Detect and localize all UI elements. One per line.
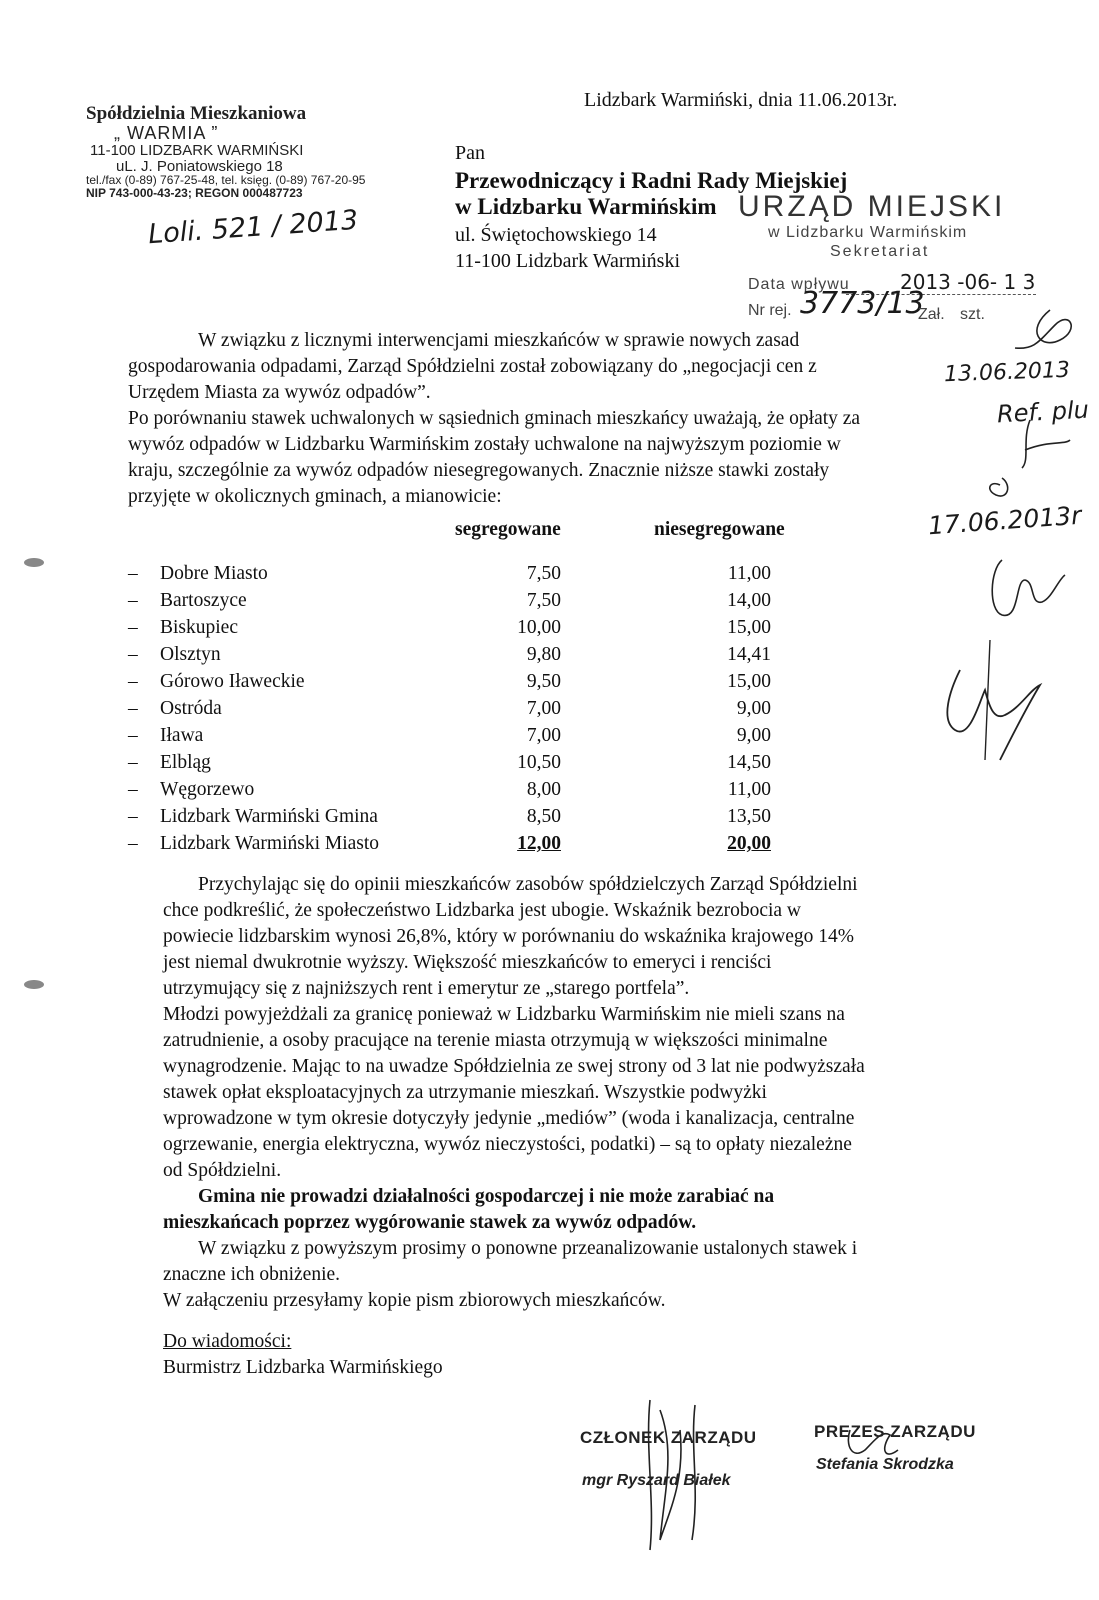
body-line: od Spółdzielni. <box>163 1160 282 1181</box>
stamp-title: URZĄD MIEJSKI <box>738 190 1006 223</box>
row-segregated: 9,80 <box>526 644 561 665</box>
table-header-unsegregated: niesegregowane <box>654 519 785 540</box>
body-line: wprowadzone w tym okresie dotyczyły jedynie „mediów” (woda i kanalizacja, centralne <box>163 1108 855 1129</box>
sender-org: Spółdzielnia Mieszkaniowa <box>86 103 307 124</box>
closing-line: W związku z powyższym prosimy o ponowne przeanalizowanie ustalonych stawek i <box>198 1238 858 1259</box>
table-row <box>0 806 1099 833</box>
row-dash: – <box>128 617 138 638</box>
body-line: ogrzewanie, energia elektryczna, wywóz nieczystości, podatki) – są to opłaty niezależne <box>163 1134 852 1155</box>
row-segregated: 7,50 <box>526 590 561 611</box>
table-row <box>0 617 1099 644</box>
row-dash: – <box>128 752 138 773</box>
body-line: zatrudnienie, a osoby pracujące na terenie miasta otrzymują w większości minimalne <box>163 1030 828 1051</box>
scan-punch-mark <box>24 558 44 567</box>
row-unsegregated: 20,00 <box>727 833 771 854</box>
receipt-stamp <box>738 190 1005 224</box>
body-line: wynagrodzenie. Mając to na uwadze Spółdzielnia ze swej strony od 3 lat nie podwyższała <box>163 1056 865 1077</box>
body-line: jest niemal dwukrotnie wyższy. Większość mieszkańców to emeryci i renciści <box>163 952 772 973</box>
table-row <box>0 725 1099 752</box>
annotation-ref: Ref. plu <box>996 395 1090 429</box>
row-unsegregated: 11,00 <box>727 779 771 800</box>
table-row <box>0 563 1099 590</box>
intro-line: wywóz odpadów w Lidzbarku Warmińskim zostały uchwalone na najwyższym poziomie w <box>128 434 841 455</box>
recipient-salutation: Pan <box>455 142 485 164</box>
row-dash: – <box>128 671 138 692</box>
body-line: stawek opłat eksploatacyjnych za utrzymanie mieszkań. Wszystkie podwyżki <box>163 1082 767 1103</box>
sender-ref-handwritten: Loli. 521 / 2013 <box>147 204 360 251</box>
row-segregated: 9,50 <box>526 671 561 692</box>
row-unsegregated: 14,50 <box>727 752 771 773</box>
row-dash: – <box>128 590 138 611</box>
rates-table <box>0 563 1099 860</box>
row-segregated: 7,50 <box>526 563 561 584</box>
intro-block <box>128 328 860 510</box>
intro-line: W związku z licznymi interwencjami mieszkańców w sprawie nowych zasad <box>198 330 800 351</box>
row-unsegregated: 11,00 <box>727 563 771 584</box>
row-unsegregated: 13,50 <box>727 806 771 827</box>
recipient-line1: Przewodniczący i Radni Rady Miejskiej <box>455 168 848 193</box>
row-dash: – <box>128 779 138 800</box>
stamp-date-label: Data wpływu <box>748 276 850 293</box>
table-row <box>0 752 1099 779</box>
intro-line: gospodarowania odpadami, Zarząd Spółdzielni został zobowiązany do „negocjacji cen z <box>128 356 817 377</box>
row-dash: – <box>128 644 138 665</box>
table-row-highlight <box>0 833 1099 860</box>
sender-phones: tel./fax (0-89) 767-25-48, tel. księg. (0-89) 767-20-95 <box>86 173 366 188</box>
bold-line: mieszkańcach poprzez wygórowanie stawek za wywóz odpadów. <box>163 1212 697 1233</box>
row-municipality: Olsztyn <box>160 644 221 665</box>
row-municipality: Elbląg <box>160 752 211 773</box>
table-header-segregated: segregowane <box>455 519 561 540</box>
closing-line: znaczne ich obniżenie. <box>163 1264 341 1285</box>
body-line: chce podkreślić, że społeczeństwo Lidzbarka jest ubogie. Wskaźnik bezrobocia w <box>163 900 802 921</box>
sender-stamp <box>86 104 386 200</box>
row-segregated: 7,00 <box>526 725 561 746</box>
sender-org-name: „ WARMIA ” <box>114 122 219 143</box>
recipient-street: ul. Świętochowskiego 14 <box>455 224 657 246</box>
row-unsegregated: 9,00 <box>736 698 771 719</box>
table-row <box>0 644 1099 671</box>
row-unsegregated: 15,00 <box>727 617 771 638</box>
body-block <box>163 872 865 1314</box>
row-unsegregated: 14,00 <box>727 590 771 611</box>
row-municipality: Lidzbark Warmiński Gmina <box>160 806 378 827</box>
row-segregated: 10,50 <box>517 752 561 773</box>
row-segregated: 10,00 <box>517 617 561 638</box>
body-line: Przychylając się do opinii mieszkańców zasobów spółdzielczych Zarząd Spółdzielni <box>198 874 858 895</box>
row-dash: – <box>128 563 138 584</box>
signature-role: PREZES ZARZĄDU <box>814 1422 976 1441</box>
row-dash: – <box>128 833 138 854</box>
row-dash: – <box>128 725 138 746</box>
signature-role: CZŁONEK ZARZĄDU <box>580 1428 757 1447</box>
row-dash: – <box>128 698 138 719</box>
row-municipality: Iława <box>160 725 204 746</box>
annotation-date2: 17.06.2013r <box>927 500 1083 541</box>
row-municipality: Bartoszyce <box>160 590 247 611</box>
intro-line: Po porównaniu stawek uchwalonych w sąsiednich gminach mieszkańcy uważają, że opłaty za <box>128 408 861 429</box>
stamp-reg-value: 3773/13 <box>800 286 925 321</box>
row-unsegregated: 9,00 <box>736 725 771 746</box>
table-row <box>0 671 1099 698</box>
handwritten-signatures-drawing <box>620 1390 920 1560</box>
row-municipality: Górowo Iławeckie <box>160 671 305 692</box>
stamp-date-value: 2013 -06- 1 3 <box>900 270 1036 294</box>
recipient-line2: w Lidzbarku Warmińskim <box>455 194 717 219</box>
row-segregated: 8,00 <box>526 779 561 800</box>
row-segregated: 12,00 <box>517 833 561 854</box>
signature-name: Stefania Skrodzka <box>816 1456 954 1473</box>
body-line: Młodzi powyjeżdżali za granicę ponieważ w Lidzbarku Warmińskim nie mieli szans na <box>163 1004 845 1025</box>
row-municipality: Dobre Miasto <box>160 563 268 584</box>
table-row <box>0 779 1099 806</box>
row-segregated: 8,50 <box>526 806 561 827</box>
row-municipality: Lidzbark Warmiński Miasto <box>160 833 380 854</box>
body-line: utrzymujący się z najniższych rent i emerytur ze „starego portfela”. <box>163 978 690 999</box>
annotation-date1: 13.06.2013 <box>943 357 1071 388</box>
bold-line: Gmina nie prowadzi działalności gospodarczej i nie może zarabiać na <box>198 1186 775 1207</box>
row-unsegregated: 14,41 <box>727 644 771 665</box>
cc-label: Do wiadomości: <box>163 1331 292 1352</box>
sender-city: 11-100 LIDZBARK WARMIŃSKI <box>90 141 304 159</box>
cc-recipient: Burmistrz Lidzbarka Warmińskiego <box>163 1357 443 1378</box>
stamp-dept: Sekretariat <box>830 243 930 260</box>
scan-punch-mark <box>24 980 44 989</box>
sender-street: uL. J. Poniatowskiego 18 <box>116 157 283 175</box>
cc-block <box>163 1329 443 1381</box>
body-line: powiecie lidzbarskim wynosi 26,8%, który w porównaniu do wskaźnika krajowego 14% <box>163 926 855 947</box>
closing-line: W załączeniu przesyłamy kopie pism zbiorowych mieszkańców. <box>163 1290 666 1311</box>
stamp-place: w Lidzbarku Warmińskim <box>768 224 968 241</box>
stamp-att-label: Zał. <box>918 306 945 323</box>
signature-name: mgr Ryszard Białek <box>582 1472 731 1489</box>
intro-line: Urzędem Miasta za wywóz odpadów”. <box>128 382 431 403</box>
row-unsegregated: 15,00 <box>727 671 771 692</box>
stamp-count-label: szt. <box>960 306 985 323</box>
sender-ids: NIP 743-000-43-23; REGON 000487723 <box>86 185 303 200</box>
recipient-city: 11-100 Lidzbark Warmiński <box>455 250 681 272</box>
intro-line: przyjęte w okolicznych gminach, a mianowicie: <box>128 486 502 507</box>
row-dash: – <box>128 806 138 827</box>
row-municipality: Biskupiec <box>160 617 238 638</box>
row-municipality: Ostróda <box>160 698 222 719</box>
intro-line: kraju, szczególnie za wywóz odpadów niesegregowanych. Znacznie niższe stawki zostały <box>128 460 830 481</box>
table-row <box>0 590 1099 617</box>
row-municipality: Węgorzewo <box>160 779 255 800</box>
date-line: Lidzbark Warmiński, dnia 11.06.2013r. <box>584 89 898 111</box>
table-row <box>0 698 1099 725</box>
stamp-reg-label: Nr rej. <box>748 302 792 319</box>
row-segregated: 7,00 <box>526 698 561 719</box>
